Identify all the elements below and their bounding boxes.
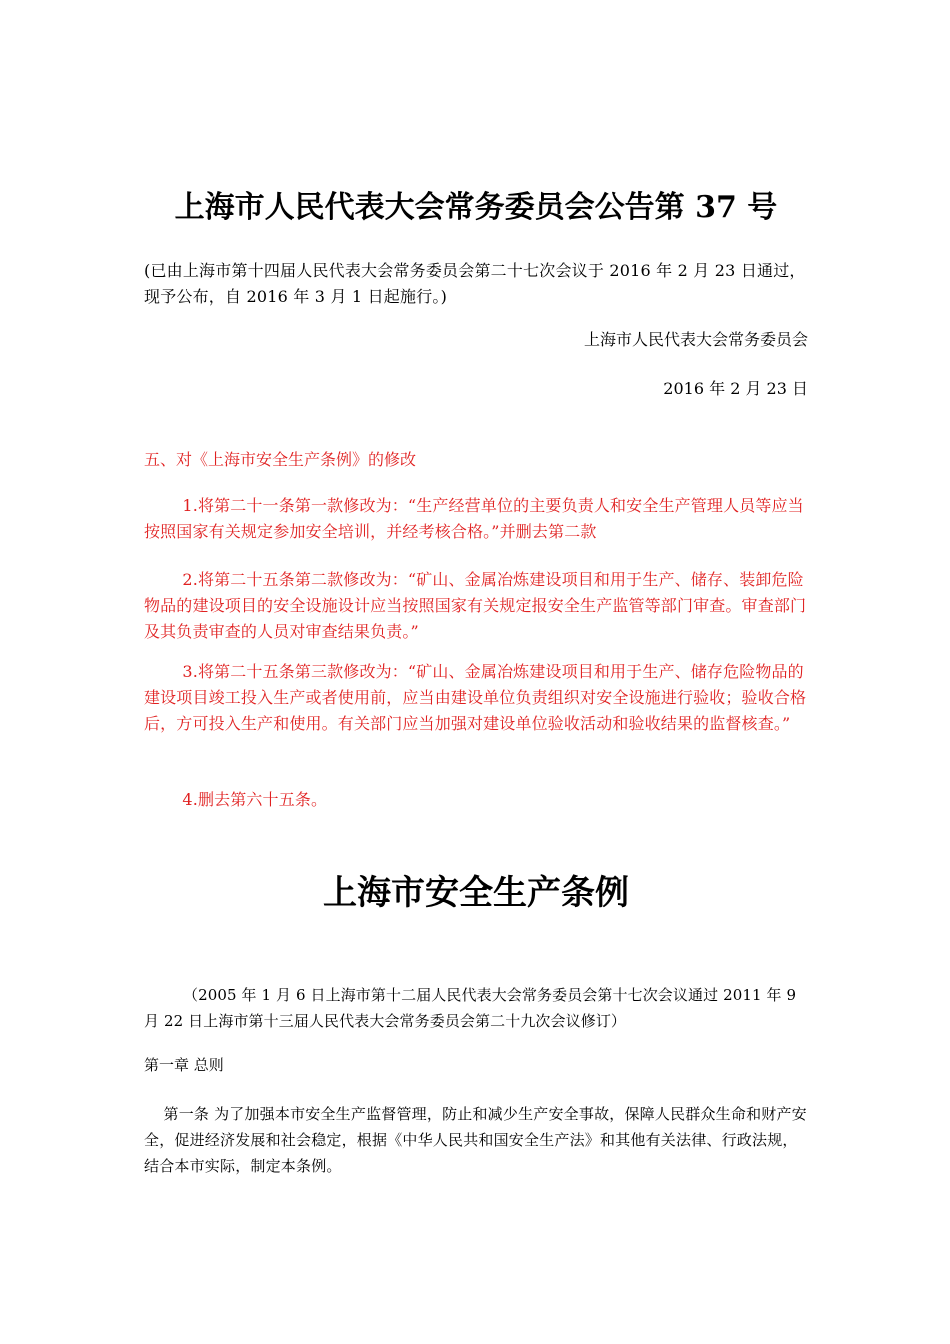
amendment-item: 2.将第二十五条第二款修改为：“矿山、金属冶炼建设项目和用于生产、储存、装卸危险物品的建设项目的安全设施设计应当按照国家有关规定报安全生产监管等部门审查。审查部门及其负责审查的人员对审查结果负责。” <box>144 570 807 641</box>
announcement-note: (已由上海市第十四届人民代表大会常务委员会第二十七次会议于 2016 年 2 月 23 日通过，现予公布，自 2016 年 3 月 1 日起施行。) <box>144 261 806 306</box>
regulation-note: （2005 年 1 月 6 日上海市第十二届人民代表大会常务委员会第十七次会议通过 2011 年 9 月 22 日上海市第十三届人民代表大会常务委员会第二十九次会议修订） <box>144 986 797 1030</box>
article-paragraph: 第一条 为了加强本市安全生产监督管理，防止和减少生产安全事故，保障人民群众生命和财产安全，促进经济发展和社会稳定，根据《中华人民共和国安全生产法》和其他有关法律、行政法规，结合本市实际，制定本条例。 <box>144 1105 807 1175</box>
amendment-item: 1.将第二十一条第一款修改为：“生产经营单位的主要负责人和安全生产管理人员等应当按照国家有关规定参加安全培训，并经考核合格。”并删去第二款 <box>144 496 804 541</box>
amendment-heading: 五、对《上海市安全生产条例》的修改 <box>144 450 417 469</box>
chapter-heading: 第一章 总则 <box>144 1056 224 1074</box>
amendment-item: 4.删去第六十五条。 <box>182 790 328 809</box>
amendment-item: 3.将第二十五条第三款修改为：“矿山、金属冶炼建设项目和用于生产、储存危险物品的建设项目竣工投入生产或者使用前，应当由建设单位负责组织对安全设施进行验收；验收合格后，方可投入生产和使用。有关部门应当加强对建设单位验收活动和验收结果的监督核查。” <box>144 662 807 733</box>
announcement-date: 2016 年 2 月 23 日 <box>663 379 808 398</box>
regulation-title: 上海市安全生产条例 <box>323 873 629 913</box>
announcement-title: 上海市人民代表大会常务委员会公告第 37 号 <box>174 190 778 225</box>
announcement-publisher: 上海市人民代表大会常务委员会 <box>583 330 808 349</box>
